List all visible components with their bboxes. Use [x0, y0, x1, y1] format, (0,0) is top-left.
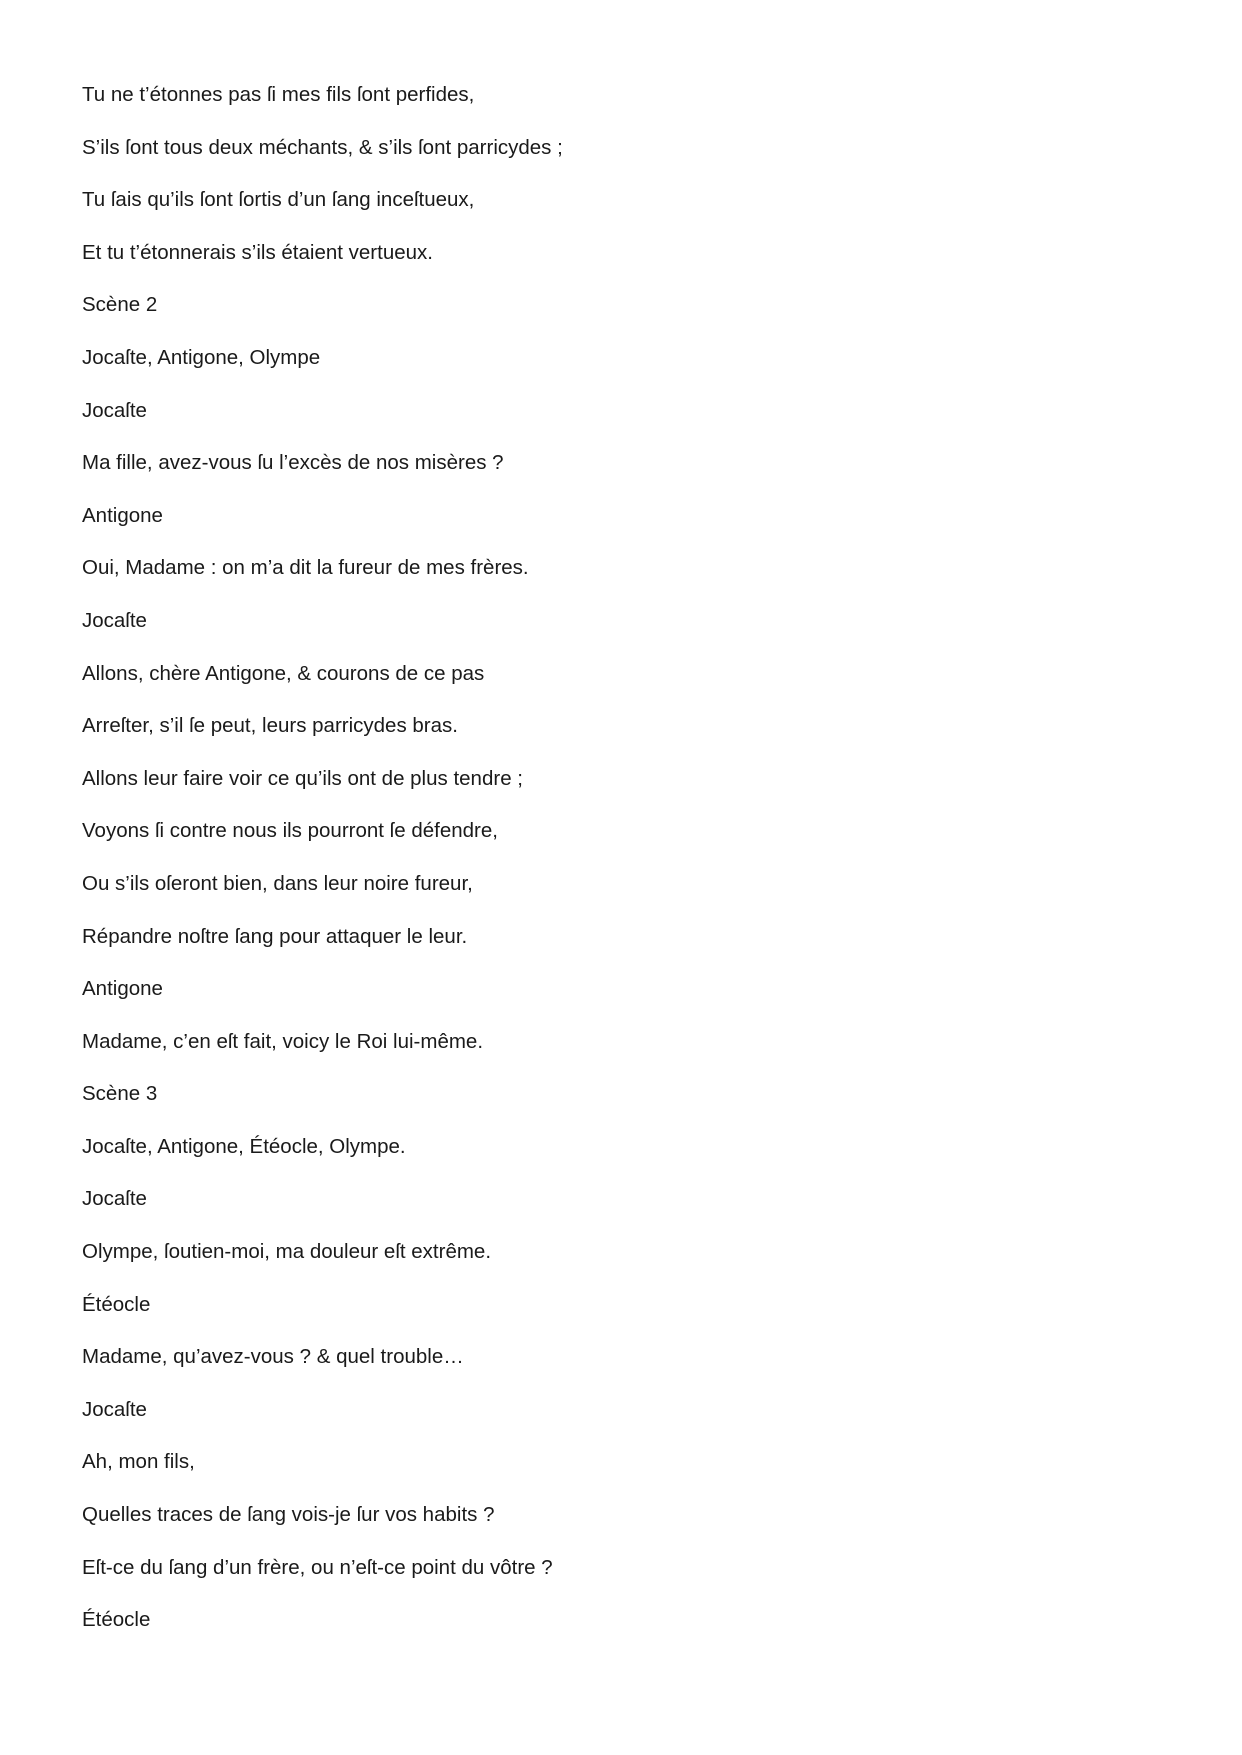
text-line: Répandre noſtre ſang pour attaquer le leur.	[82, 924, 468, 948]
scene-heading: Scène 3	[82, 1082, 158, 1106]
speaker-name: Étéocle	[82, 1608, 151, 1632]
speaker-name: Jocaſte	[82, 1397, 147, 1421]
text-line: Voyons ſi contre nous ils pourront ſe défendre,	[82, 819, 498, 843]
text-line: Ma fille, avez-vous ſu l’excès de nos misères ?	[82, 451, 504, 475]
speaker-name: Jocaſte	[82, 1187, 147, 1211]
speaker-name: Antigone	[82, 977, 163, 1001]
speaker-name: Antigone	[82, 503, 163, 527]
text-line: Quelles traces de ſang vois-je ſur vos habits ?	[82, 1503, 495, 1527]
scene-heading: Scène 2	[82, 293, 158, 317]
text-line: Ou s’ils oſeront bien, dans leur noire fureur,	[82, 871, 473, 895]
text-line: Madame, qu’avez-vous ? & quel trouble…	[82, 1345, 464, 1369]
text-line: Allons leur faire voir ce qu’ils ont de plus tendre ;	[82, 766, 523, 790]
text-block	[82, 78, 563, 1656]
text-line: Arreſter, s’il ſe peut, leurs parricydes bras.	[82, 714, 458, 738]
text-line: Madame, c’en eſt fait, voicy le Roi lui-même.	[82, 1029, 484, 1053]
speaker-name: Jocaſte	[82, 608, 147, 632]
text-line: Oui, Madame : on m’a dit la fureur de mes frères.	[82, 556, 529, 580]
text-line: Allons, chère Antigone, & courons de ce pas	[82, 661, 485, 685]
text-line: Tu ſais qu’ils ſont ſortis d’un ſang inceſtueux,	[82, 188, 475, 212]
text-line: Eſt-ce du ſang d’un frère, ou n’eſt-ce point du vôtre ?	[82, 1555, 553, 1579]
text-line: S’ils ſont tous deux méchants, & s’ils ſont parricydes ;	[82, 135, 563, 159]
text-line: Tu ne t’étonnes pas ſi mes fils ſont perfides,	[82, 83, 475, 106]
text-line: Olympe, ſoutien-moi, ma douleur eſt extrême.	[82, 1240, 492, 1264]
character-list: Jocaſte, Antigone, Étéocle, Olympe.	[82, 1134, 406, 1158]
speaker-name: Jocaſte	[82, 398, 147, 422]
text-line: Et tu t’étonnerais s’ils étaient vertueux.	[82, 240, 433, 264]
speaker-name: Étéocle	[82, 1292, 151, 1316]
character-list: Jocaſte, Antigone, Olympe	[82, 345, 321, 369]
text-line: Ah, mon fils,	[82, 1450, 195, 1474]
